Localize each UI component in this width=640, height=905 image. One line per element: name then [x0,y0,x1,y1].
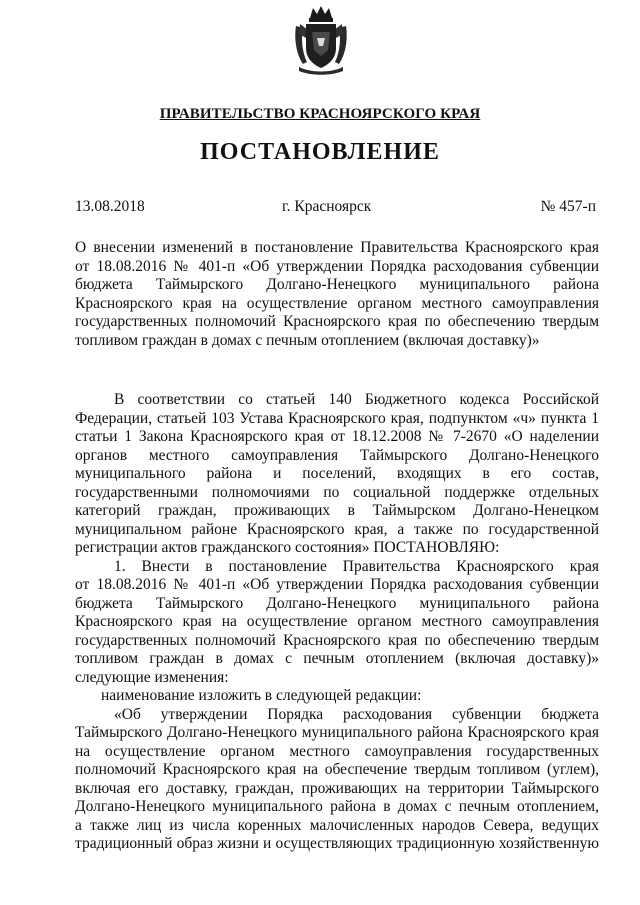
subject-line: от 18.08.2016 № 401-п «Об утверждении Порядка расходования субвенции [75,257,599,275]
body-line: органов местного самоуправления Таймырского Долгано-Ненецкого [75,446,599,464]
subject-line: О внесении изменений в постановление Правительства Красноярского края [75,239,599,256]
body-line: статьи 1 Закона Красноярского края от 18.12.2008 № 7-2670 «О наделении [75,428,599,445]
body-line: следующие изменения: [75,668,229,686]
body-line: муниципальном районе Красноярского края, а также по государственной [75,520,599,538]
coat-of-arms-icon [293,4,349,76]
body-line: Таймырского Долгано-Ненецкого муниципального района Красноярского края [75,724,599,741]
body-line: от 18.08.2016 № 401-п «Об утверждении Порядка расходования субвенции [75,576,599,593]
body-line: а также лиц из числа коренных малочисленных народов Севера, ведущих [75,816,599,834]
body-line: Федерации, статьей 103 Устава Красноярского края, подпунктом «ч» пункта 1 [75,409,599,427]
body-line: полномочий Красноярского края на обеспечение твердым топливом (углем), [75,761,599,778]
body-line: Долгано-Ненецкого муниципального района в домах с печным отоплением, [75,798,599,815]
body-line: категорий граждан, проживающих в Таймырском Долгано-Ненецком [75,502,599,519]
document-date: 13.08.2018 [75,198,145,215]
body-line: государственными полномочиями по социальной поддержке отдельных [75,483,599,501]
document-type: ПОСТАНОВЛЕНИЕ [200,139,440,165]
government-title: ПРАВИТЕЛЬСТВО КРАСНОЯРСКОГО КРАЯ [159,106,481,122]
body-line: Красноярского края на осуществление органом местного самоуправления [75,613,599,630]
document-body [75,391,599,854]
body-line: на осуществление органом местного самоуправления государственных [75,742,599,760]
subject-line: топливом граждан в домах с печным отоплением (включая доставку)» [75,331,540,349]
body-line: включая его доставку, граждан, проживающих на территории Таймырского [75,779,599,797]
subject-line: бюджета Таймырского Долгано-Ненецкого муниципального района [75,276,599,293]
body-line: 1. Внести в постановление Правительства Красноярского края [114,557,599,575]
body-line: традиционный образ жизни и осуществляющих традиционную хозяйственную [75,835,599,852]
subject-line: Красноярского края на осуществление органом местного самоуправления [75,294,599,312]
document-subject [75,239,599,350]
body-line: бюджета Таймырского Долгано-Ненецкого муниципального района [75,594,599,612]
body-line: «Об утверждении Порядка расходования субвенции бюджета [114,705,599,723]
body-line: государственных полномочий Красноярского края по обеспечению твердым [75,631,599,649]
subject-line: государственных полномочий Красноярского края по обеспечению твердым [75,313,599,330]
body-line: регистрации актов гражданского состояния» ПОСТАНОВЛЯЮ: [75,539,500,556]
document-city: г. Красноярск [282,198,372,215]
document-number: № 457-п [540,198,596,215]
body-line: топливом граждан в домах с печным отоплением (включая доставку)» [75,650,599,667]
body-line: В соответствии со статьей 140 Бюджетного кодекса Российской [114,391,599,408]
body-line: наименование изложить в следующей редакции: [101,687,422,704]
body-line: муниципального района и поселений, входящих в его состав, [75,465,599,482]
